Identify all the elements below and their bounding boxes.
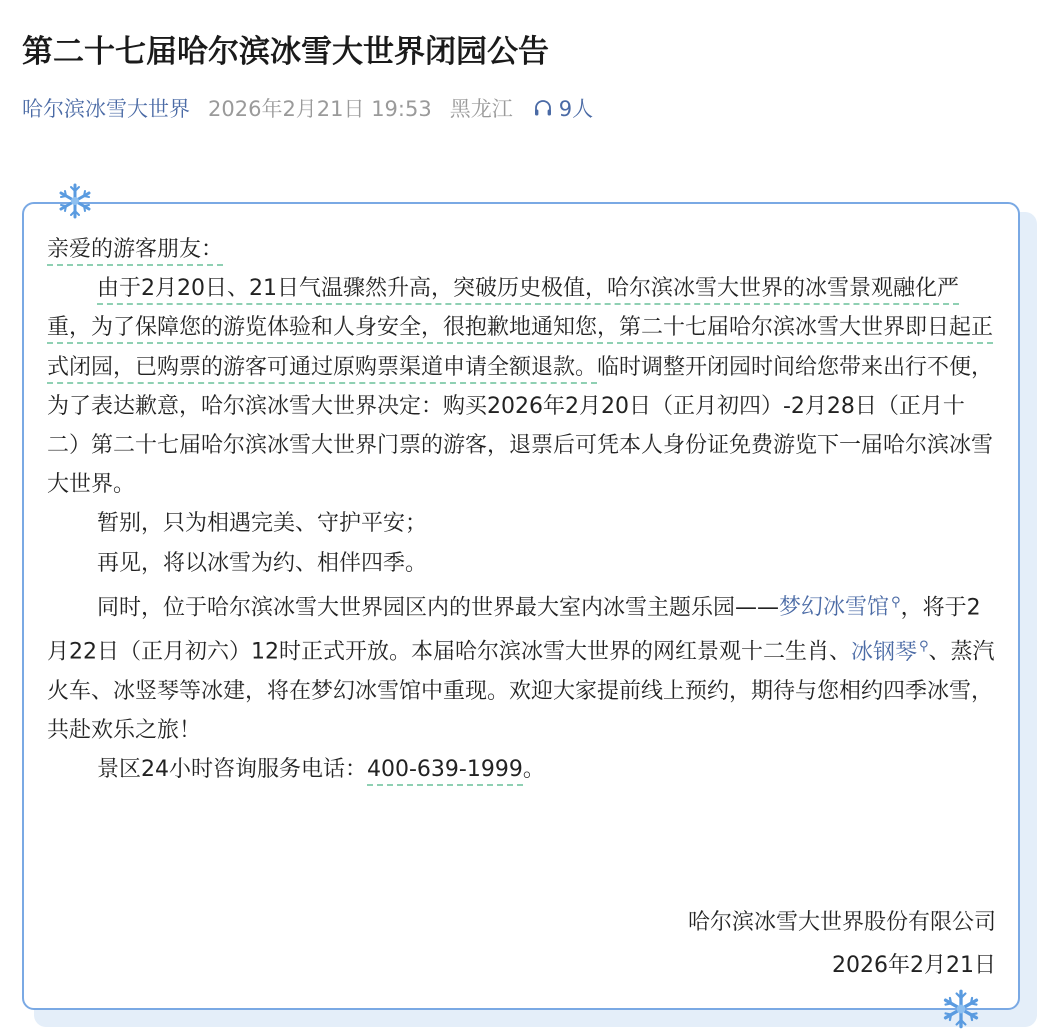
dream-hall-details: ，将于2月22日（正月初六）12时正式开放。本届哈尔滨冰雪大世界的网红景观十二生肖、 xyxy=(47,595,981,665)
paragraph-farewell: 暂别，只为相遇完美、守护平安； xyxy=(97,511,428,537)
source-link[interactable]: 哈尔滨冰雪大世界 xyxy=(22,97,190,121)
paragraph-seeyou: 再见，将以冰雪为约、相伴四季。 xyxy=(97,550,428,576)
hotline-end: 。 xyxy=(522,757,545,783)
apology-text: 临时调整开闭园时间给您带来出行不便，为了表达歉意，哈尔滨冰雪大世界决定：购买2026年2月20日（正月初四）-2月28日（正月十二）第二十七届哈尔滨冰雪大世界门票的游客，退票后可凭本人身份证免费游览下一届哈尔滨冰雪大世界。 xyxy=(47,354,994,498)
region-label: 黑龙江 xyxy=(449,97,513,121)
greeting xyxy=(47,230,997,269)
headphones-icon xyxy=(533,98,553,118)
closure-text: 由于2月20日、21日气温骤然升高，突破历史极值，哈尔滨冰雪大世界的冰雪景观融化严重，为了保障您的游览体验和人身安全，很抱歉地通知您，第二十七届哈尔滨冰雪大世界即日起正式闭园，已购票的游客可通过原购票渠道申请全额退款。 xyxy=(47,276,993,383)
snowflake-icon xyxy=(56,182,94,220)
article-meta xyxy=(22,92,593,124)
signature-date: 2026年2月21日 xyxy=(832,953,996,978)
listen-button[interactable] xyxy=(533,93,593,123)
ice-piano-link[interactable] xyxy=(851,640,929,665)
dream-hall-closing: 、蒸汽火车、冰竖琴等冰建，将在梦幻冰雪馆中重现。欢迎大家提前线上预约，期待与您相约四季冰雪，共赴欢乐之旅！ xyxy=(47,639,995,744)
hotline-number[interactable]: 400-639-1999 xyxy=(367,757,523,786)
paragraph-dream-hall xyxy=(47,583,997,750)
paragraph-hotline xyxy=(47,750,997,789)
dream-ice-hall-label: 梦幻冰雪馆 xyxy=(779,595,890,621)
notice-body xyxy=(47,230,997,790)
ice-piano-label: 冰钢琴 xyxy=(851,639,918,665)
dream-ice-hall-link[interactable] xyxy=(779,595,901,620)
hotline-label: 景区24小时咨询服务电话： xyxy=(97,757,367,783)
publish-time: 2026年2月21日 19:53 xyxy=(208,97,432,121)
snowflake-icon xyxy=(940,988,982,1030)
listen-count: 9人 xyxy=(558,97,594,121)
paragraph-closure xyxy=(47,269,997,504)
search-icon: ⚲ xyxy=(919,639,929,655)
greeting-text: 亲爱的游客朋友： xyxy=(47,237,223,266)
search-icon: ⚲ xyxy=(891,594,901,610)
signature-company: 哈尔滨冰雪大世界股份有限公司 xyxy=(687,910,996,935)
dream-hall-intro: 同时，位于哈尔滨冰雪大世界园区内的世界最大室内冰雪主题乐园—— xyxy=(97,595,780,621)
article-title: 第二十七届哈尔滨冰雪大世界闭园公告 xyxy=(22,34,549,70)
